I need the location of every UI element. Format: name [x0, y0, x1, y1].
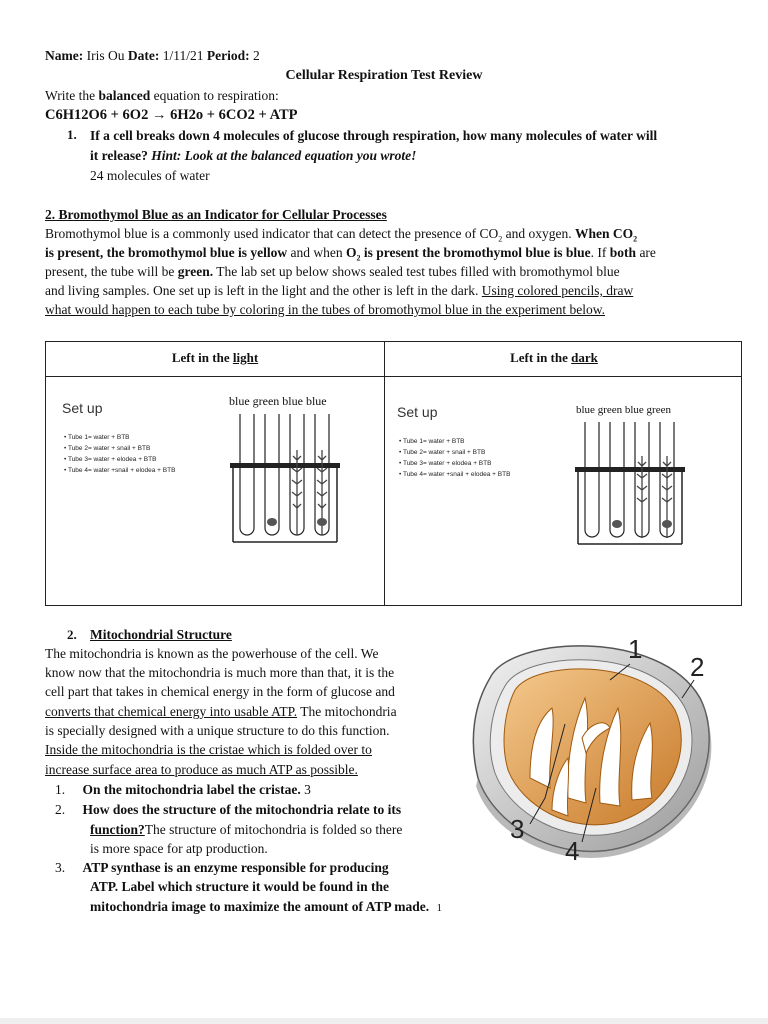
s3-q3-answer: 1 — [436, 902, 442, 914]
s3-q3-text-c: mitochondria image to maximize the amount of ATP made. — [90, 899, 430, 914]
q1-hint: Hint: Look at the balanced equation you wrote! — [151, 148, 417, 163]
intro-line — [45, 86, 279, 105]
dark-setup-list — [399, 436, 510, 480]
page-title: Cellular Respiration Test Review — [285, 68, 483, 83]
s3-line6: Inside the mitochondria is the cristae which is folded over to — [45, 742, 372, 757]
light-column-header — [46, 350, 384, 366]
s2-l1-b: and oxygen. — [502, 226, 575, 241]
s2-l1-a: Bromothymol blue is a commonly used indicator that can detect the presence of CO — [45, 226, 499, 241]
intro-bold: balanced — [98, 88, 151, 103]
q1-question-line2 — [90, 146, 416, 165]
dark-test-tubes — [573, 418, 693, 548]
s2-l3-a: present, the tube will be — [45, 264, 178, 279]
q1-question-part: it release? — [90, 148, 152, 163]
dark-header-prefix: Left in the — [510, 350, 572, 365]
q1-number: 1. — [67, 127, 77, 142]
setup-item: • Tube 4= water +snail + elodea + BTB — [64, 467, 176, 474]
s3-q1-number: 1. — [55, 782, 66, 797]
s3-line7: increase surface area to produce as much ATP as possible. — [45, 762, 358, 777]
s3-line4 — [45, 702, 397, 721]
dark-observation: blue green blue green — [576, 404, 671, 416]
s3-q3-text-a: ATP synthase is an enzyme responsible for producing — [82, 860, 389, 875]
dark-header-word: dark — [571, 350, 598, 365]
q1-question-line1: If a cell breaks down 4 molecules of glucose through respiration, how many molecules of water will — [90, 128, 658, 143]
date-label: Date: — [127, 48, 160, 63]
diagram-label-3: 3 — [510, 814, 525, 844]
s3-q2-line2 — [90, 820, 402, 839]
s3-q3-line2: ATP. Label which structure it would be found in the — [90, 879, 390, 894]
s3-line3: cell part that takes in chemical energy in the form of glucose and — [45, 684, 395, 699]
s3-line5: is specially designed with a unique structure to do this function. — [45, 723, 390, 738]
s3-line1: The mitochondria is known as the powerhouse of the cell. We — [45, 646, 379, 661]
light-setup-list — [64, 432, 175, 476]
s2-l1-sub: 2 — [498, 234, 503, 244]
s3-q1-text: On the mitochondria label the cristae. — [82, 782, 301, 797]
s2-l1-c: When CO — [575, 226, 634, 241]
s3-q3-line3 — [90, 897, 442, 918]
q1-answer: 24 molecules of water — [90, 168, 210, 183]
section2-heading: 2. Bromothymol Blue as an Indicator for Cellular Processes — [45, 207, 387, 222]
s2-l2-b: and when — [287, 245, 346, 260]
period-label: Period: — [206, 48, 250, 63]
header-line — [45, 46, 260, 65]
page-bottom-edge — [0, 1018, 768, 1024]
diagram-label-1: 1 — [628, 634, 643, 664]
setup-item: • Tube 2= water + snail + BTB — [399, 449, 486, 456]
s2-l2-sub: 2 — [356, 253, 361, 263]
s3-q1-answer: 3 — [304, 782, 311, 797]
light-header-word: light — [232, 350, 259, 365]
s3-q1 — [55, 780, 311, 799]
s3-q2-function: function? — [90, 822, 145, 837]
date-value: 1/11/21 — [162, 48, 204, 63]
period-value: 2 — [252, 48, 260, 63]
experiment-table — [45, 341, 742, 606]
s2-l3-c: The lab set up below shows sealed test tubes filled with bromothymol blue — [213, 264, 620, 279]
s2-l4-b: Using colored pencils, draw — [481, 283, 634, 298]
dark-setup-title: Set up — [397, 404, 438, 420]
table-divider — [384, 342, 385, 605]
table-header-rule — [46, 376, 741, 377]
name-value: Iris Ou — [86, 48, 125, 63]
s2-l2-d: is present the bromothymol blue is blue — [360, 245, 591, 260]
setup-item: • Tube 4= water +snail + elodea + BTB — [399, 471, 511, 478]
respiration-equation: C6H12O6 + 6O2 → 6H2o + 6CO2 + ATP — [45, 107, 298, 123]
section3-heading: Mitochondrial Structure — [90, 627, 232, 642]
light-observation: blue green blue blue — [229, 394, 327, 408]
section2-line3 — [45, 262, 620, 281]
s3-q3-line1 — [55, 858, 389, 877]
diagram-label-4: 4 — [565, 836, 580, 866]
light-test-tubes — [228, 410, 348, 545]
s3-q3-number: 3. — [55, 860, 66, 875]
s3-line2: know now that the mitochondria is much more than that, it is the — [45, 665, 395, 680]
setup-item: • Tube 1= water + BTB — [399, 438, 465, 445]
setup-item: • Tube 3= water + elodea + BTB — [64, 456, 157, 463]
dark-column-header — [385, 350, 723, 366]
s2-l4-a: and living samples. One set up is left in the light and the other is left in the dark. — [45, 283, 482, 298]
s3-line4-underlined: converts that chemical energy into usable ATP. — [45, 704, 298, 719]
s3-q2-number: 2. — [55, 802, 66, 817]
intro-prefix: Write the — [45, 88, 99, 103]
intro-suffix: equation to respiration: — [150, 88, 279, 103]
s2-l2-c: O — [346, 245, 357, 260]
s2-l2-g: are — [636, 245, 656, 260]
diagram-label-2: 2 — [690, 652, 705, 682]
setup-item: • Tube 1= water + BTB — [64, 434, 130, 441]
s3-q2-line3: is more space for atp production. — [90, 841, 268, 856]
s3-line4-rest: The mitochondria — [297, 704, 397, 719]
setup-item: • Tube 3= water + elodea + BTB — [399, 460, 492, 467]
setup-item: • Tube 2= water + snail + BTB — [64, 445, 151, 452]
section2-line5: what would happen to each tube by coloring in the tubes of bromothymol blue in the experiment below. — [45, 302, 605, 317]
s2-l3-b: green. — [177, 264, 214, 279]
s2-l2-a: is present, the bromothymol blue is yellow — [45, 245, 288, 260]
s2-l1-sub2: 2 — [633, 234, 638, 244]
light-header-prefix: Left in the — [171, 350, 233, 365]
s2-l2-f: both — [609, 245, 637, 260]
section3-number: 2. — [67, 627, 77, 642]
light-setup-title: Set up — [62, 400, 103, 416]
s3-q2-answer-a: The structure of mitochondria is folded so there — [144, 822, 403, 837]
s3-q2-text: How does the structure of the mitochondria relate to its — [82, 802, 402, 817]
s3-q2-line1 — [55, 800, 401, 819]
mitochondrion-diagram — [470, 628, 730, 878]
name-label: Name: — [45, 48, 84, 63]
s2-l2-e: . If — [590, 245, 610, 260]
section2-line4 — [45, 281, 633, 300]
